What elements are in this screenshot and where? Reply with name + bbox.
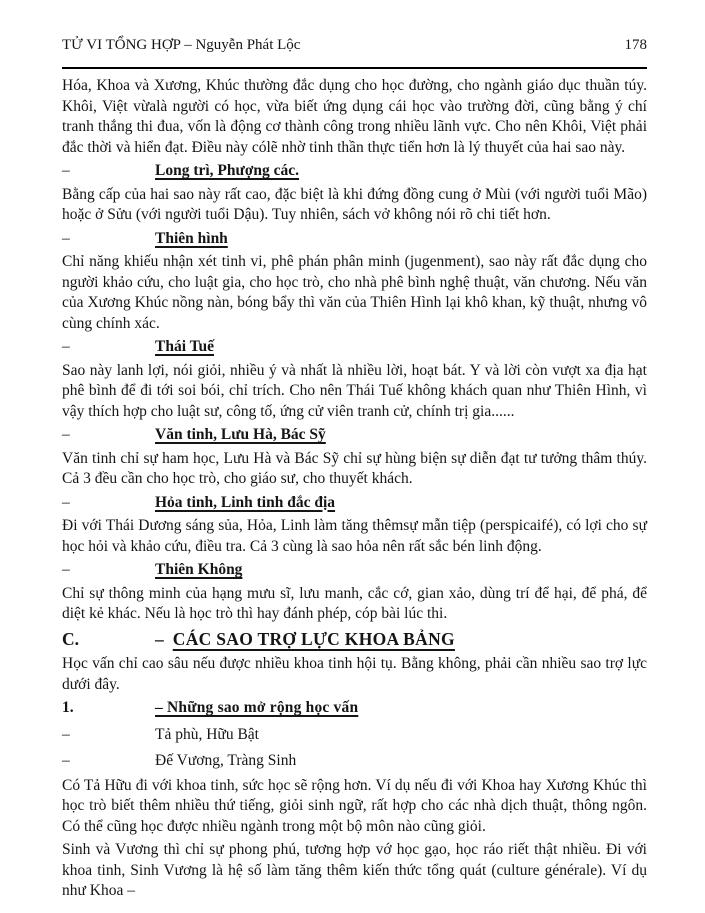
heading-long-tri-phuong-cac [62, 161, 647, 182]
section-heading-c-tro-luc-khoa-bang [62, 629, 647, 650]
heading-thai-tue [62, 337, 647, 358]
heading-text: Thái Tuế [155, 338, 215, 355]
dash-marker: – [62, 229, 70, 247]
item-text: Tả phù, Hữu Bật [155, 725, 259, 743]
header-divider [62, 67, 647, 69]
paragraph-thai-tue: Sao này lanh lợi, nói giỏi, nhiều ý và nhất là nhiều lời, hoạt bát. Y và lời còn vượt xa địa hạt phê bình để đi tới soi bói, chỉ trích. Cho nên Thái Tuế không khách quan như Thiên Hình, vì vậy thích hợp cho luật sư, công tố, ứng cử viên tranh cử, chính trị gia...... [62, 361, 647, 420]
dash-marker: – [62, 493, 70, 511]
item-ta-phu-huu-bat [62, 725, 647, 746]
dash-marker: – [62, 752, 70, 769]
page-body [62, 76, 647, 902]
dash-marker: – [62, 725, 70, 743]
paragraph-thien-hinh: Chỉ năng khiếu nhận xét tinh vi, phê phán phân minh (jugenment), sao này rất đắc dụng cho người khảo cứu, cho luật gia, cho học trò, cho nhà phê bình nghệ thuật, văn chương. Nếu văn của Xương Khúc nồng nàn, bóng bẩy thì văn của Thiên Hình lại khô khan, kỹ thuật, nhưng vô cùng chính xác. [62, 253, 647, 332]
heading-text: Văn tinh, Lưu Hà, Bác Sỹ [155, 426, 326, 443]
book-title: TỬ VI TỔNG HỢP – Nguyễn Phát Lộc [62, 37, 301, 53]
heading-text: Thiên hình [155, 229, 228, 247]
dash-marker: – [62, 426, 70, 443]
dash-marker: – [62, 338, 70, 355]
heading-text: Hỏa tinh, Linh tinh đắc địa [155, 493, 336, 511]
paragraph-thien-khong: Chỉ sự thông minh của hạng mưu sĩ, lưu manh, cắc cớ, gian xảo, dùng trí để hại, để phá, để diệt kẻ khác. Nếu là học trò thì hay đánh phép, cóp bài lúc thi. [62, 584, 647, 622]
heading-1-mo-rong-hoc-van [62, 698, 647, 719]
paragraph-hoc-van: Học vấn chỉ cao sâu nếu được nhiều khoa tinh hội tụ. Bằng không, phải cần nhiều sao trợ lực dưới đây. [62, 655, 647, 693]
paragraph-hoa-linh: Đi với Thái Dương sáng sủa, Hỏa, Linh làm tăng thêmsự mẫn tiệp (perspicaifé), có lợi cho sự học hỏi và khảo cứu, điều tra. Cả 3 cùng là sao hỏa nên rất sắc bén linh động. [62, 517, 647, 555]
dash-marker: – [62, 561, 70, 578]
dash-marker: – [155, 628, 164, 649]
paragraph-sinh-vuong: Sinh và Vương thì chỉ sự phong phú, tương hợp vớ học gạo, học ráo riết thật nhiều. Đi với khoa tinh, Sinh Vương là hệ số làm tăng thêm kiến thức tổng quát (culture générale). Ví dụ như Khoa – [62, 841, 647, 899]
paragraph-intro: Hóa, Khoa và Xương, Khúc thường đắc dụng cho học đường, cho ngành giáo dục thuần túy. Khôi, Việt vừalà người có học, vừa biết ứng dụng cái học vào trường đời, cũng bằng ý chí tranh thắng thi đua, vốn là động cơ thành công trong nhiều lãnh vực. Cho nên Khôi, Việt phải đắc thời và hiển đạt. Điều này cólẽ nhờ tinh thần thực tiển hơn là lý thuyết của hai sao này. [62, 77, 647, 156]
item-de-vuong-trang-sinh [62, 751, 647, 772]
paragraph-van-tinh: Văn tinh chỉ sự ham học, Lưu Hà và Bác Sỹ chỉ sự hùng biện sự diễn đạt tư tưởng thâm thúy. Cả 3 đều cần cho học trò, cho giáo sư, cho thuyết khách. [62, 449, 647, 487]
page-number: 178 [624, 37, 647, 53]
dash-marker: – [62, 162, 70, 179]
heading-hoa-tinh-linh-tinh [62, 493, 647, 514]
paragraph-ta-huu: Có Tả Hữu đi với khoa tinh, sức học sẽ rộng hơn. Ví dụ nếu đi với Khoa hay Xương Khúc thì học trò biết thêm nhiều thứ tiếng, giỏi sinh ngữ, rất hợp cho các nhà dịch thuật, thông ngôn. Có thể cũng học được nhiều ngành trong một bộ môn nào cũng giỏi. [62, 776, 647, 835]
heading-text: Thiên Không [155, 561, 243, 578]
heading-thien-khong [62, 560, 647, 581]
heading-text: – Những sao mở rộng học vấn [155, 699, 359, 716]
page-header [62, 36, 647, 55]
item-text: Đế Vương, Tràng Sinh [155, 752, 297, 769]
section-letter-marker: C. [62, 628, 80, 649]
heading-text: Long trì, Phượng các. [155, 162, 300, 179]
paragraph-long-tri: Bằng cấp của hai sao này rất cao, đặc biệt là khi đứng đồng cung ở Mùi (với người tuổi Mão) hoặc ở Sửu (với người tuổi Dậu). Tuy nhiên, sách vở không nói rõ chi tiết hơn. [62, 185, 647, 223]
heading-van-tinh-luu-ha-bac-sy [62, 425, 647, 446]
heading-thien-hinh [62, 229, 647, 250]
number-marker: 1. [62, 699, 74, 716]
section-heading-text: CÁC SAO TRỢ LỰC KHOA BẢNG [172, 628, 455, 649]
